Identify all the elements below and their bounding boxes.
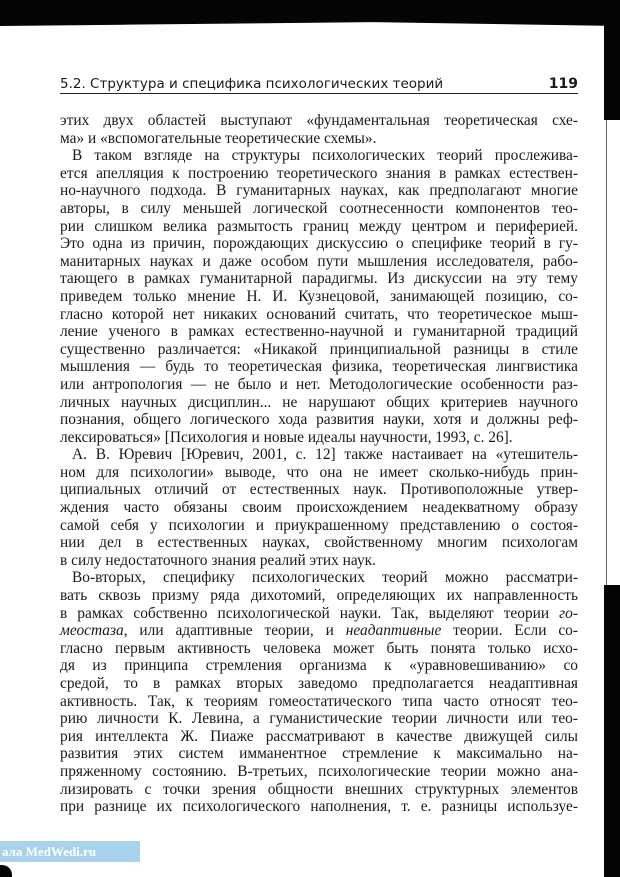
text-segment: лизировать с точки зрения общности внешних структурных элементов xyxy=(60,780,578,798)
text-segment: пряженному состоянию. В-третьих, психологические теории можно ана- xyxy=(60,762,578,780)
text-line xyxy=(60,147,578,165)
text-line xyxy=(60,235,578,253)
text-line xyxy=(60,394,578,412)
text-line xyxy=(60,745,578,763)
text-line xyxy=(60,165,578,183)
scan-page-edge xyxy=(606,120,607,585)
text-line xyxy=(60,781,578,799)
text-segment: А. В. Юревич [Юревич, 2001, с. 12] также настаивает на «утешитель- xyxy=(72,446,578,464)
scan-border-right-bottom xyxy=(604,585,620,877)
text-line xyxy=(60,182,578,200)
text-segment: нии дел в естественных науках, свойственному многим психологам xyxy=(60,534,578,552)
running-header xyxy=(60,72,578,94)
text-segment: но-научного подхода. В гуманитарных науках, как предполагают многие xyxy=(60,182,578,200)
text-line xyxy=(60,112,578,130)
text-line xyxy=(60,130,578,148)
text-line xyxy=(60,569,578,587)
text-segment: В таком взгляде на структуры психологических теорий прослежива- xyxy=(72,147,578,165)
text-segment: Во-вторых, специфику психологических теорий можно рассматри- xyxy=(72,569,578,587)
text-line xyxy=(60,464,578,482)
text-segment: средой, то в рамках вторых заведомо предполагается неадаптивная xyxy=(60,675,578,692)
text-line xyxy=(60,253,578,271)
text-segment: теории. Если со- xyxy=(441,622,578,640)
text-segment: Это одна из причин, порождающих дискуссию о специфике теорий в гу- xyxy=(60,235,578,253)
text-line xyxy=(60,798,578,816)
text-line xyxy=(60,341,578,359)
text-line xyxy=(60,323,578,341)
text-line xyxy=(60,218,578,236)
text-segment: ется апелляция к построению теоретического знания в рамках естествен- xyxy=(60,164,578,182)
text-line xyxy=(60,446,578,464)
italic-term: го- xyxy=(559,604,578,622)
scan-corner-bottom-left xyxy=(0,865,12,877)
text-line xyxy=(60,657,578,675)
text-line xyxy=(60,675,578,693)
text-segment: познания, общего логического хода развития науки, хотя и должны реф- xyxy=(60,411,578,429)
italic-term: неадаптивные xyxy=(345,622,442,640)
text-segment: ждения часто обязаны своим происхождением неадекватному образу xyxy=(60,499,578,517)
page-number: 119 xyxy=(548,76,578,92)
text-segment: манитарных науках и даже особом пути мышления исследователя, рабо- xyxy=(60,252,578,270)
text-segment: самой себя у психологии и приукрашенному представлению о состоя- xyxy=(60,516,578,534)
watermark: ала MedWedi.ru xyxy=(0,841,140,862)
text-segment: авторы, в силу меньшей логической соотнесенности компонентов тео- xyxy=(60,199,578,217)
text-segment: тающего в рамках гуманитарной парадигмы. Из дискуссии на эту тему xyxy=(60,270,578,288)
italic-term: меостаза xyxy=(60,622,124,640)
text-line xyxy=(60,411,578,429)
text-line xyxy=(60,288,578,306)
scan-border-right-top xyxy=(604,0,620,120)
text-line xyxy=(60,728,578,746)
text-segment: ма» и «вспомогательные теоретические схемы». xyxy=(60,129,377,147)
text-segment: лексироваться» [Психология и новые идеалы научности, 1993, с. 26]. xyxy=(60,428,513,446)
text-segment: ципиальных отличий от естественных наук. Противоположные утвер- xyxy=(60,481,578,499)
text-segment: в рамках собственно психологической науки. Так, выделяют теории xyxy=(60,604,560,622)
text-segment: существенно различается: «Никакой принципиальной разницы в стиле xyxy=(60,340,578,358)
text-segment: , или адаптивные теории, и xyxy=(123,622,346,640)
text-line xyxy=(60,200,578,218)
text-line xyxy=(60,358,578,376)
text-segment: гласно первым активность человека может быть понята только исхо- xyxy=(60,639,578,657)
text-segment: рии слишком велика размытость границ между центром и периферией. xyxy=(60,217,578,235)
text-line xyxy=(60,552,578,570)
text-line xyxy=(60,270,578,288)
text-line xyxy=(60,429,578,447)
text-line xyxy=(60,622,578,640)
text-line xyxy=(60,499,578,517)
text-line xyxy=(60,710,578,728)
section-title: 5.2. Структура и специфика психологических теорий xyxy=(60,76,444,92)
text-line xyxy=(60,481,578,499)
text-line xyxy=(60,587,578,605)
text-segment: рия интеллекта Ж. Пиаже рассматривают в качестве движущей силы xyxy=(60,727,578,745)
text-segment: этих двух областей выступают «фундаментальная теоретическая схе- xyxy=(60,112,578,129)
text-segment: личных научных дисциплин... не нарушают общих критериев научного xyxy=(60,393,578,411)
text-segment: рию личности К. Левина, а гуманистические теории личности или тео- xyxy=(60,710,578,728)
text-line xyxy=(60,534,578,552)
text-segment: развития этих систем имманентное стремление к максимально на- xyxy=(60,745,578,763)
text-segment: активность. Так, к теориям гомеостатического типа часто относят тео- xyxy=(60,692,578,710)
scan-border-top xyxy=(0,0,620,26)
text-line xyxy=(60,306,578,324)
text-line xyxy=(60,605,578,623)
text-line xyxy=(60,376,578,394)
text-line xyxy=(60,693,578,711)
text-line xyxy=(60,517,578,535)
page-body-text xyxy=(60,112,578,816)
text-segment: гласно которой нет никаких оснований считать, что теоретическое мыш- xyxy=(60,305,578,323)
text-segment: вать сквозь призму ряда дихотомий, определяющих их направленность xyxy=(60,587,578,605)
text-segment: или антропология — не было и нет. Методологические особенности раз- xyxy=(60,375,578,393)
text-line xyxy=(60,640,578,658)
text-segment: мышления — будь то теоретическая физика, теоретическая лингвистика xyxy=(60,358,578,376)
text-segment: при разнице их психологического наполнения, т. е. разницы используе- xyxy=(60,798,578,816)
text-segment: дя из принципа стремления организма к «уравновешиванию» со xyxy=(60,657,578,675)
text-segment: ление ученого в рамках естественно-научной и гуманитарной традиций xyxy=(60,323,578,341)
text-line xyxy=(60,763,578,781)
text-segment: приведем только мнение Н. И. Кузнецовой, занимающей позицию, со- xyxy=(60,287,578,305)
text-segment: ном для психологии» выводе, что она не имеет сколько-нибудь прин- xyxy=(60,463,578,481)
text-segment: в силу недостаточного знания реалий этих наук. xyxy=(60,551,376,569)
